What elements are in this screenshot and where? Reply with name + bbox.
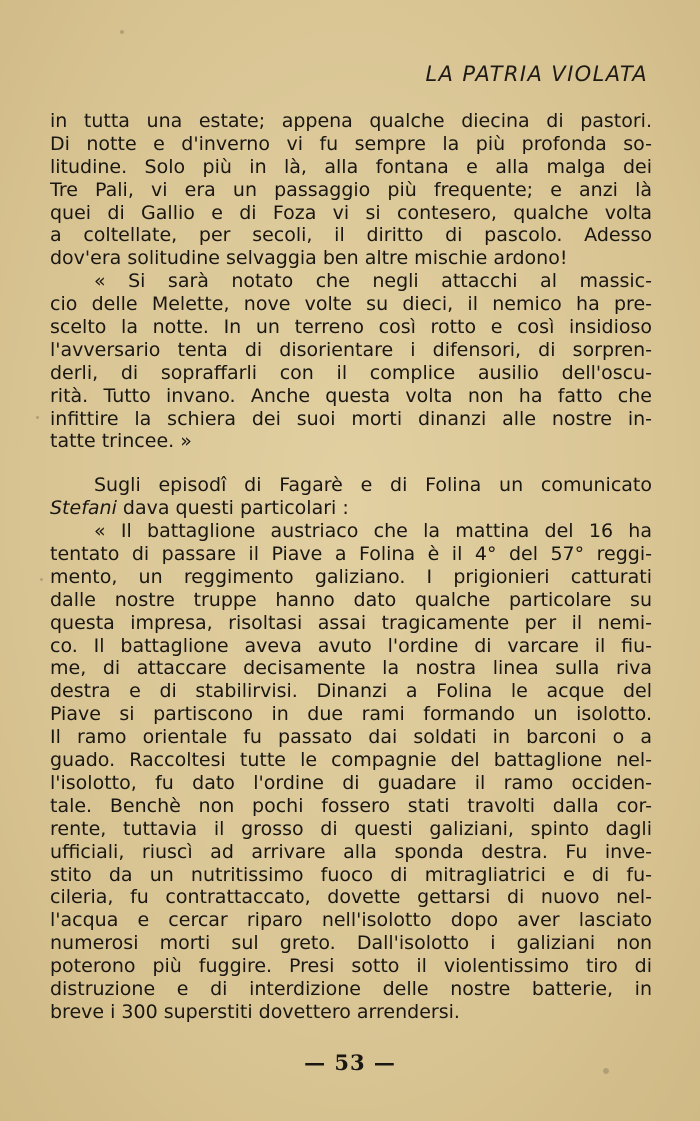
source-name: Stefani [50, 497, 117, 520]
body-text [50, 110, 652, 1024]
text-line: « Si sarà notato che negli attacchi al massic- [94, 270, 652, 293]
text-line: l'avversario tenta di disorientare i difensori, di sorpren- [50, 338, 652, 361]
text-line: l'acqua e cercar riparo nell'isolotto dopo aver lasciato [50, 909, 652, 932]
paragraph-gap [50, 453, 652, 474]
text-line: cileria, fu contrattaccato, dovette gettarsi di nuovo nel- [50, 886, 652, 909]
text-line: poterono più fuggire. Presi sotto il violentissimo tiro di [50, 955, 652, 978]
text-line: questa impresa, risoltasi assai tragicamente per il nemi- [50, 611, 652, 634]
text-line: co. Il battaglione aveva avuto l'ordine di varcare il fiu- [50, 634, 652, 657]
text-line: infittire la schiera dei suoi morti dinanzi alle nostre in- [50, 407, 652, 430]
text-line: tatte trincee. » [50, 430, 192, 453]
text-line: ufficiali, riuscì ad arrivare alla sponda destra. Fu inve- [50, 840, 652, 863]
text-line: Il ramo orientale fu passato dai soldati in barconi o a [50, 726, 652, 749]
text-line: derli, di sopraffarli con il complice ausilio dell'oscu- [50, 361, 652, 384]
text-line: litudine. Solo più in là, alla fontana e alla malga dei [50, 155, 652, 178]
paper-speck [120, 30, 124, 34]
text-line: quei di Gallio e di Foza vi si contesero, qualche volta [50, 201, 652, 224]
text-line: numerosi morti sul greto. Dall'isolotto i galiziani non [50, 932, 652, 955]
text-line: scelto la notte. In un terreno così rotto e così insidioso [50, 316, 652, 339]
text-line: dalle nostre truppe hanno dato qualche particolare su [50, 588, 652, 611]
text-line: a coltellate, per secoli, il diritto di pascolo. Adesso [50, 224, 652, 247]
paragraph [50, 520, 652, 1024]
text-line: rità. Tutto invano. Anche questa volta non ha fatto che [50, 384, 652, 407]
text-line: « Il battaglione austriaco che la mattina del 16 ha [94, 520, 652, 543]
text-line: Di notte e d'inverno vi fu sempre la più profonda so- [50, 132, 652, 155]
text-line: breve i 300 superstiti dovettero arrendersi. [50, 1000, 460, 1023]
text-line-italic-lead [50, 497, 652, 520]
text-line-rest: dava questi particolari : [116, 497, 349, 520]
text-line: Sugli episodî di Fagarè e di Folina un comunicato [94, 474, 652, 497]
paragraph [50, 110, 652, 270]
text-line: in tutta una estate; appena qualche diecina di pastori. [50, 110, 652, 132]
text-line: rente, tuttavia il grosso di questi galiziani, spinto dagli [50, 817, 652, 840]
text-line: guado. Raccoltesi tutte le compagnie del battaglione nel- [50, 749, 652, 772]
text-line: Piave si partiscono in due rami formando un isolotto. [50, 703, 652, 726]
text-line: tentato di passare il Piave a Folina è il 4° del 57° reggi- [50, 543, 652, 566]
text-line: me, di attaccare decisamente la nostra linea sulla riva [50, 657, 652, 680]
page-number: — 53 — [304, 1050, 396, 1075]
paragraph [50, 474, 652, 520]
text-line: cio delle Melette, nove volte su dieci, il nemico ha pre- [50, 293, 652, 316]
paper-speck [40, 578, 43, 581]
text-line: distruzione e di interdizione delle nostre batterie, in [50, 977, 652, 1000]
text-line: destra e di stabilirvisi. Dinanzi a Folina le acque del [50, 680, 652, 703]
text-line: dov'era solitudine selvaggia ben altre mischie ardono! [50, 247, 568, 270]
text-line: l'isolotto, fu dato l'ordine di guadare il ramo occiden- [50, 771, 652, 794]
running-head: LA PATRIA VIOLATA [425, 62, 648, 86]
text-line: mento, un reggimento galiziano. I prigionieri catturati [50, 565, 652, 588]
paragraph [50, 270, 652, 453]
text-line: Tre Pali, vi era un passaggio più frequente; e anzi là [50, 178, 652, 201]
paper-speck [36, 416, 39, 419]
text-line: tale. Benchè non pochi fossero stati travolti dalla cor- [50, 794, 652, 817]
text-line: stito da un nutritissimo fuoco di mitragliatrici e di fu- [50, 863, 652, 886]
